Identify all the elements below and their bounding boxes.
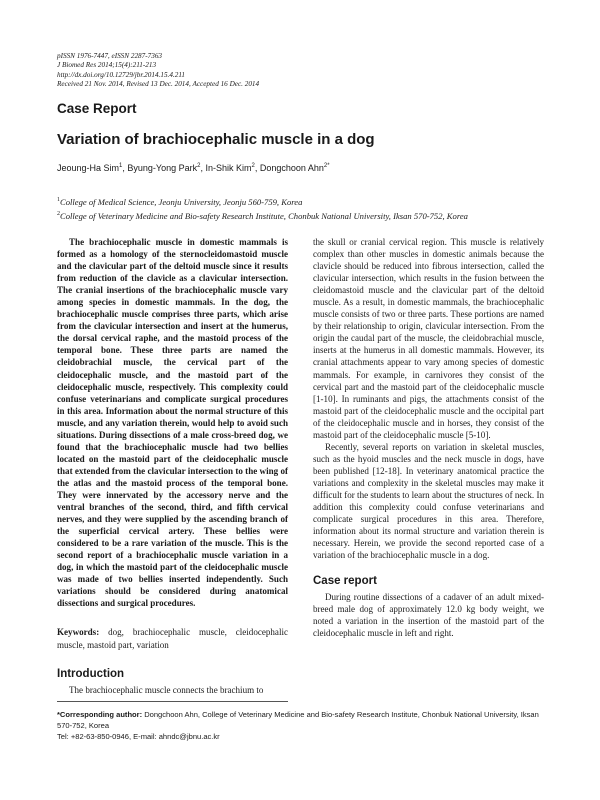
introduction-heading: Introduction bbox=[57, 667, 125, 680]
introduction-paragraph: The brachiocephalic muscle connects the brachium to bbox=[69, 684, 264, 695]
affiliation-list bbox=[57, 194, 468, 222]
footnote-line bbox=[57, 709, 545, 731]
case-report-paragraph: During routine dissections of a cadaver of an adult mixed-breed male dog of approximately 12.0 kg body weight, we noted a variation in the insertion of the mastoid part of the cleidocephalic muscle in left and right. bbox=[313, 592, 544, 639]
affiliation bbox=[57, 194, 468, 208]
article-title: Variation of brachiocephalic muscle in a dog bbox=[57, 131, 375, 148]
affiliation-mark: 1 bbox=[57, 197, 60, 203]
citation-line: J Biomed Res 2014;15(4):211-213 bbox=[57, 61, 157, 70]
left-column bbox=[57, 236, 288, 696]
affiliation-text: College of Medical Science, Jeonju University, Jeonju 560-759, Korea bbox=[60, 196, 303, 207]
author-affil-mark: 2 bbox=[197, 163, 201, 169]
footnote-divider bbox=[57, 701, 288, 702]
corresponding-author-footnote bbox=[57, 709, 545, 742]
corresponding-author-text: Dongchoon Ahn, College of Veterinary Medicine and Bio-safety Research Institute, Chonbuk National University, Iksan 570-752, Korea bbox=[57, 710, 539, 730]
section-label: Case Report bbox=[57, 101, 137, 116]
right-column bbox=[313, 236, 544, 640]
author-affil-mark: 2* bbox=[323, 163, 330, 169]
author-name: Jeoung-Ha Sim bbox=[57, 163, 120, 173]
introduction-paragraph: Recently, several reports on variation in skeletal muscles, such as the hyoid muscles and the neck muscle in dogs, have been published [12-18]. In veterinary anatomical practice the variations and complexity in the skeletal muscles may make it difficult for the students to learn about the structures of neck. In addition this complexity could confuse veterinarians and complicate surgical procedures in this area. Therefore, information about its normal structure and variation therein is necessary. Herein, we provide the second reported case of a variation of the brachiocephalic muscle in a dog. bbox=[313, 441, 544, 561]
affiliation-text: College of Veterinary Medicine and Bio-safety Research Institute, Chonbuk National University, Iksan 570-752, Korea bbox=[60, 210, 468, 221]
contact-line: Tel: +82-63-850-0946, E-mail: ahndc@jbnu.ac.kr bbox=[57, 732, 220, 741]
author-name: Byung-Yong Park bbox=[127, 163, 198, 173]
author-list: Jeoung-Ha Sim$^1$, Byung-Yong Park$^2$, In-Shik Kim$^2$, Dongchoon Ahn$^{2*}$ bbox=[57, 163, 330, 173]
journal-meta bbox=[57, 52, 259, 90]
author-name: Dongchoon Ahn bbox=[259, 163, 324, 173]
issn-line: pISSN 1976-7447, eISSN 2287-7363 bbox=[57, 52, 163, 60]
keywords bbox=[57, 626, 288, 650]
abstract: The brachiocephalic muscle in domestic mammals is formed as a homology of the sternocleidomastoid muscle and the clavicular part of the deltoid muscle since it results from reduction of the clavicle as a clavicular intersection. The cranial insertions of the brachiocephalic muscle vary among species in domestic mammals. In the dog, the brachiocephalic muscle comprises three parts, which arise from the clavicular intersection and insert at the humerus, the dorsal cervical raphe, and the mastoid process of the temporal bone. These three parts are named the cleidobrachial muscle, the cervical part of the cleidocephalic muscle, and the mastoid part of the cleidocephalic muscle, respectively. This complexity could confuse veterinarians and complicate surgical procedures in this area. Information about the normal structure of this muscle, and any variation therein, would help to avoid such situations. During dissections of a male cross-breed dog, we found that the brachiocephalic muscle had two bellies located on the mastoid part of the cleidocephalic muscle that extended from the clavicular intersection to the wing of the atlas and the mastoid process of the temporal bone. They were innervated by the accessory nerve and the ventral branches of the second, third, and fifth cervical nerves, and they were supplied by the ascending branch of the superficial cervical artery. These bellies were considered to be a rare variation of the muscle. This is the second report of a brachiocephalic muscle variation in a dog, in which the mastoid part of the cleidocephalic muscle was made of two bellies inserted independently. Such variations should be considered during anatomical dissections and surgical procedures. bbox=[57, 237, 288, 609]
author-affil-mark: 1 bbox=[119, 163, 123, 169]
case-report-heading: Case report bbox=[313, 575, 377, 588]
doi-link[interactable]: http://dx.doi.org/10.12729/jbr.2014.15.4.211 bbox=[57, 70, 185, 79]
history-line: Received 21 Nov. 2014, Revised 13 Dec. 2014, Accepted 16 Dec. 2014 bbox=[57, 80, 260, 89]
corresponding-author-label: *Corresponding author: bbox=[57, 710, 143, 719]
affiliation-mark: 2 bbox=[57, 210, 60, 217]
affiliation bbox=[57, 208, 468, 222]
keywords-label: Keywords: bbox=[57, 627, 100, 638]
introduction-paragraph-continued: the skull or cranial cervical region. This muscle is relatively complex than other muscles in domestic animals because the clavicle should be reduced into fibrous intersection, called the clavicular intersection, which results in the fusion between the cleidomastoid muscle and the clavicular part of the deltoid muscle. As a result, in domestic mammals, the brachiocephalic muscle consists of two or three parts. These portions are named by their relationship to origin, clavicular intersection. From the origin the caudal part of the muscle, the cleidobrachial muscle, inserts at the humerus in all domestic mammals. However, its cranial attachments appear to vary among species of domestic mammals. For example, in carnivores they consist of the cervical part and the mastoid part of the cleidocephalic muscle [1-10]. In ruminants and pigs, the attachments consist of the mastoid part of the cleidocephalic muscle and the occipital part of the cleidocephalic muscle and in horses, they consist of the mastoid part of the cleidocephalic muscle [5-10]. bbox=[313, 237, 544, 440]
author-affil-mark: 2 bbox=[251, 163, 255, 169]
author-name: In-Shik Kim bbox=[205, 163, 252, 173]
keywords-text: dog, brachiocephalic muscle, cleidocephalic muscle, mastoid part, variation bbox=[57, 627, 288, 650]
